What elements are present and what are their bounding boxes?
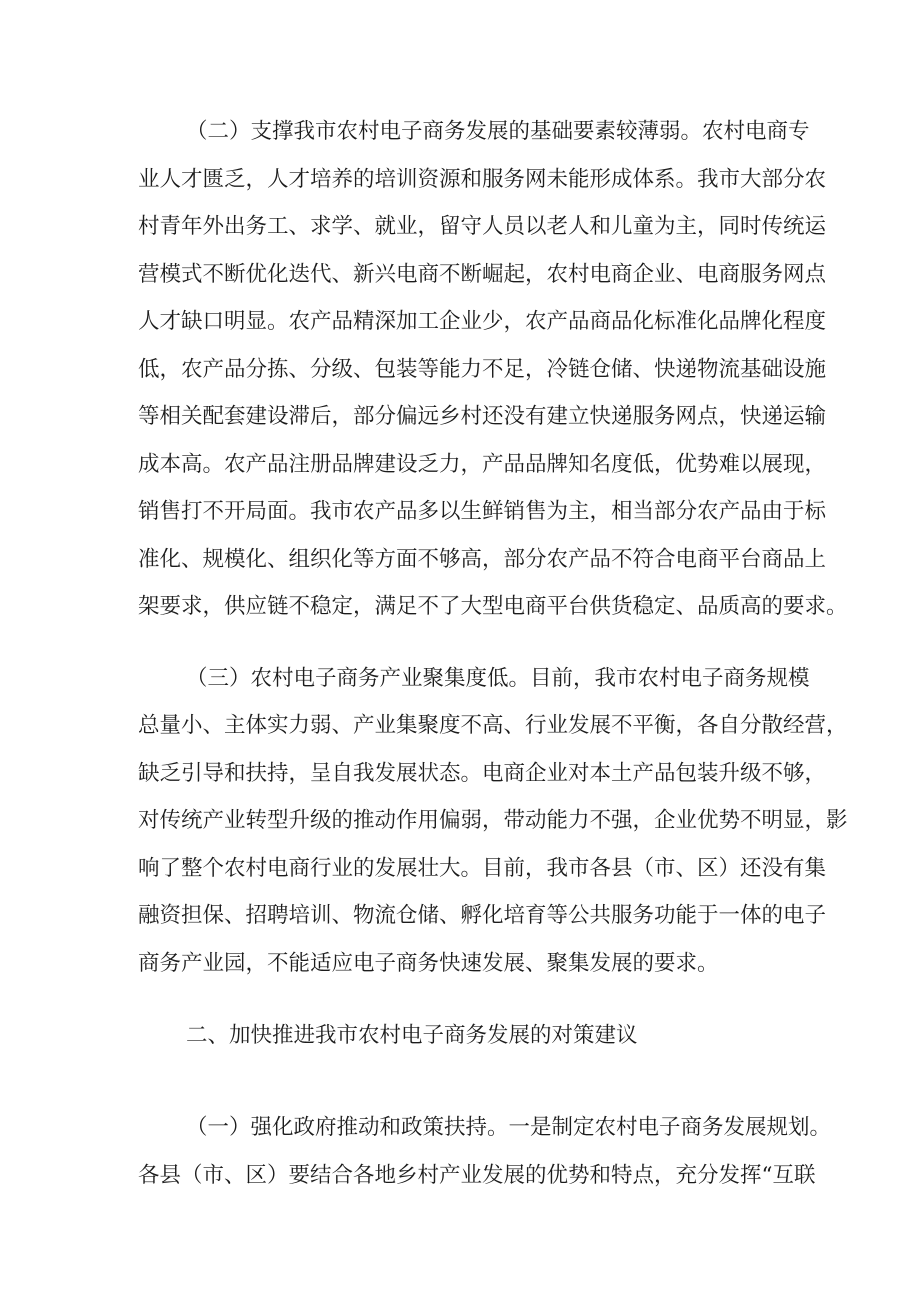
paragraph-2-line-6: 低，农产品分拣、分级、包装等能力不足，冷链仓储、快递物流基础设施 (138, 357, 827, 382)
paragraph-3-line-6: 融资担保、招聘培训、物流仓储、孵化培育等公共服务功能于一体的电子 (138, 903, 827, 928)
paragraph-2-line-11: 架要求，供应链不稳定，满足不了大型电商平台供货稳定、品质高的要求。 (138, 594, 848, 619)
paragraph-2-line-5: 人才缺口明显。农产品精深加工企业少，农产品商品化标准化品牌化程度 (138, 309, 827, 334)
paragraph-2-line-1: （二）支撑我市农村电子商务发展的基础要素较薄弱。农村电商专 (186, 119, 810, 144)
paragraph-2-line-3: 村青年外出务工、求学、就业，留守人员以老人和儿童为主，同时传统运 (138, 214, 827, 239)
paragraph-2-line-9: 销售打不开局面。我市农产品多以生鲜销售为主，相当部分农产品由于标 (138, 499, 827, 524)
paragraph-2-line-4: 营模式不断优化迭代、新兴电商不断崛起，农村电商企业、电商服务网点 (138, 262, 827, 287)
paragraph-2-line-8: 成本高。农产品注册品牌建设乏力，产品品牌知名度低，优势难以展现， (138, 452, 827, 477)
paragraph-3-line-4: 对传统产业转型升级的推动作用偏弱，带动能力不强，企业优势不明显，影 (138, 808, 848, 833)
paragraph-3-line-7: 商务产业园，不能适应电子商务快速发展、聚集发展的要求。 (138, 951, 719, 976)
section-heading-2: 二、加快推进我市农村电子商务发展的对策建议 (186, 1023, 638, 1048)
paragraph-3-line-2: 总量小、主体实力弱、产业集聚度不高、行业发展不平衡，各自分散经营， (138, 713, 848, 738)
paragraph-4-line-2: 各县（市、区）要结合各地乡村产业发展的优势和特点，充分发挥“互联 (138, 1163, 816, 1188)
paragraph-2-line-2: 业人才匮乏，人才培养的培训资源和服务网未能形成体系。我市大部分农 (138, 167, 827, 192)
paragraph-4-line-1: （一）强化政府推动和政策扶持。一是制定农村电子商务发展规划。 (186, 1115, 832, 1140)
paragraph-2-line-7: 等相关配套建设滞后，部分偏远乡村还没有建立快递服务网点，快递运输 (138, 404, 827, 429)
paragraph-3-line-3: 缺乏引导和扶持，呈自我发展状态。电商企业对本土产品包装升级不够， (138, 761, 827, 786)
paragraph-3-line-1: （三）农村电子商务产业聚集度低。目前，我市农村电子商务规模 (186, 666, 810, 691)
paragraph-3-line-5: 响了整个农村电商行业的发展壮大。目前，我市各县（市、区）还没有集 (138, 856, 827, 881)
paragraph-2-line-10: 准化、规模化、组织化等方面不够高，部分农产品不符合电商平台商品上 (138, 547, 827, 572)
